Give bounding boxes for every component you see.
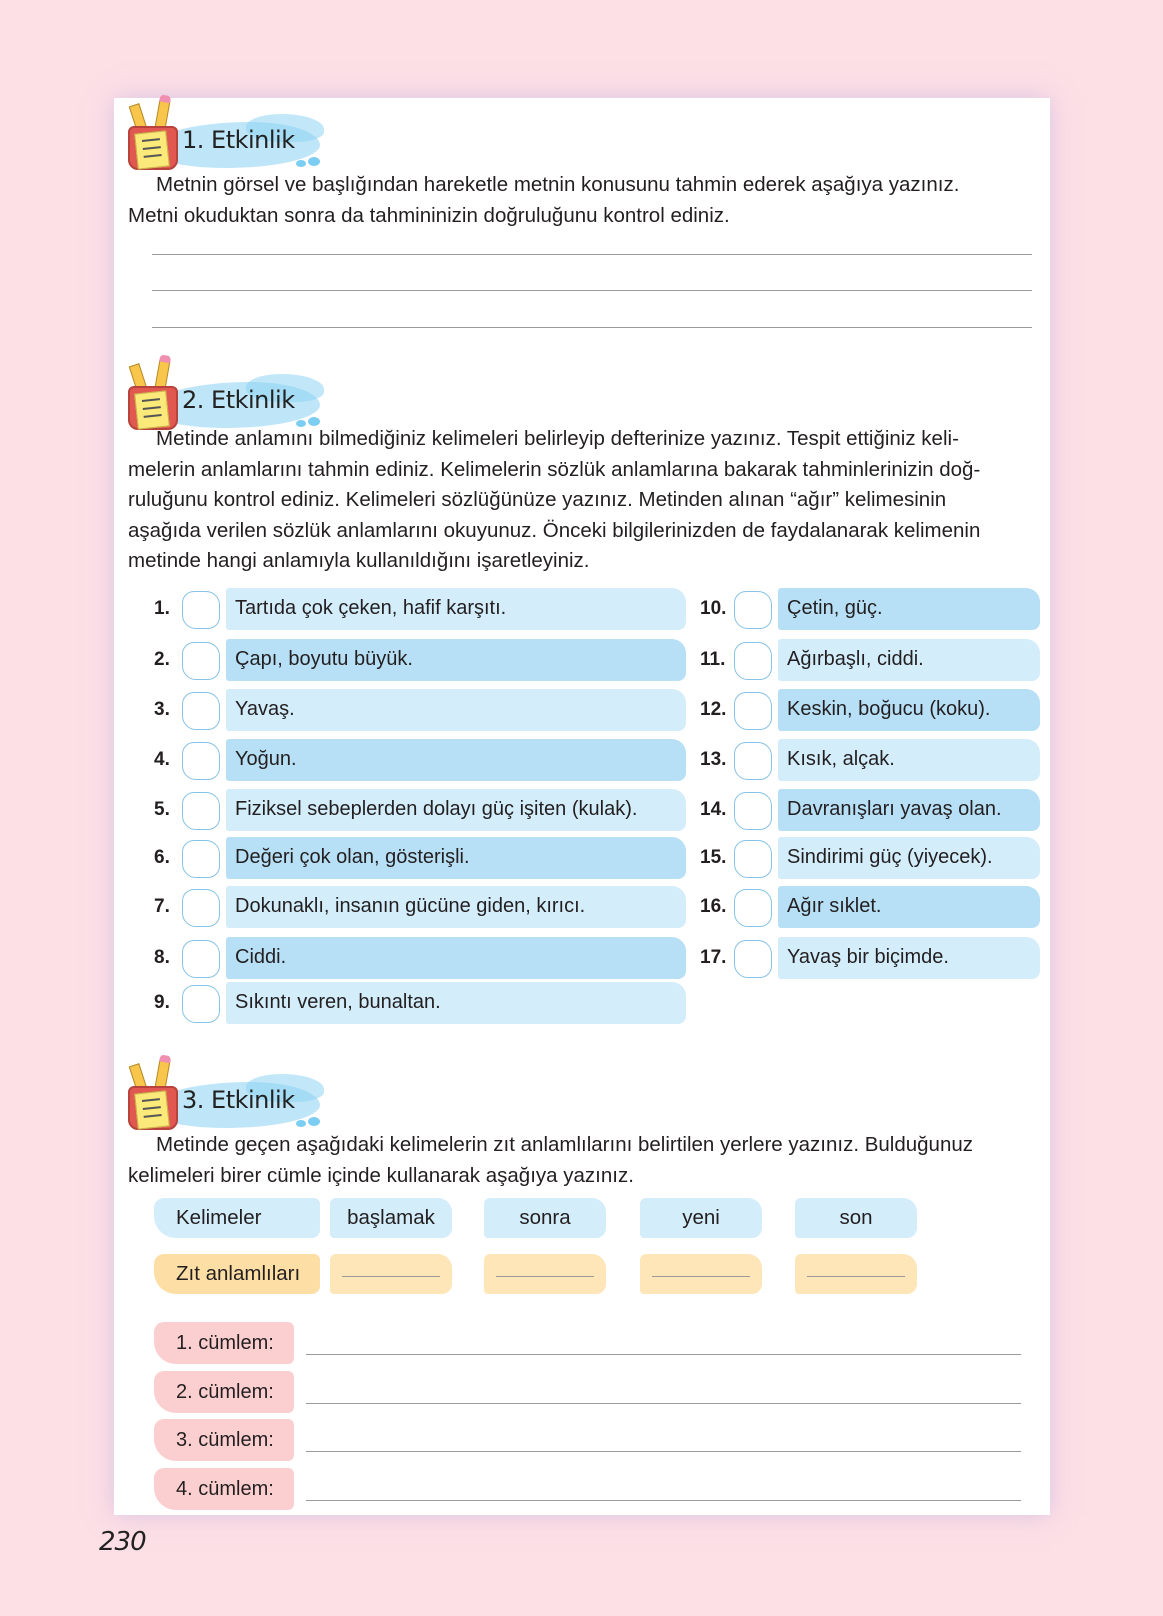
sentence-input[interactable]: [306, 1451, 1021, 1452]
option-checkbox[interactable]: [182, 985, 220, 1023]
option-number: 7.: [154, 896, 170, 917]
option-number: 5.: [154, 799, 170, 820]
instruction-text: metinde hangi anlamıyla kullanıldığını işaretleyiniz.: [128, 549, 590, 572]
option-checkbox[interactable]: [734, 692, 772, 730]
sentence-row-3: [154, 1419, 1034, 1459]
option-number: 1.: [154, 598, 170, 619]
option-checkbox[interactable]: [734, 792, 772, 830]
option-item[interactable]: [154, 689, 674, 731]
option-text: Ağırbaşlı, ciddi.: [778, 639, 1040, 681]
option-text: Sindirimi güç (yiyecek).: [778, 837, 1040, 879]
option-checkbox[interactable]: [734, 889, 772, 927]
option-text: Çapı, boyutu büyük.: [226, 639, 686, 681]
option-checkbox[interactable]: [734, 642, 772, 680]
instruction-text: ruluğunu kontrol ediniz. Kelimeleri sözlüğünüze yazınız. Metinden alınan “ağır” kelimesinin: [128, 488, 947, 511]
option-text: Kısık, alçak.: [778, 739, 1040, 781]
sentence-label: 3. cümlem:: [154, 1419, 294, 1461]
option-checkbox[interactable]: [734, 591, 772, 629]
option-item[interactable]: [700, 588, 1050, 630]
answer-line-2[interactable]: [152, 290, 1032, 291]
option-checkbox[interactable]: [182, 742, 220, 780]
option-text: Fiziksel sebeplerden dolayı güç işiten (kulak).: [226, 789, 686, 831]
word-cell: son: [795, 1198, 917, 1238]
option-checkbox[interactable]: [734, 940, 772, 978]
row-header-words: Kelimeler: [154, 1198, 320, 1238]
activity2-header: [126, 360, 326, 430]
option-checkbox[interactable]: [182, 889, 220, 927]
sentence-label: 4. cümlem:: [154, 1468, 294, 1510]
option-text: Keskin, boğucu (koku).: [778, 689, 1040, 731]
instruction-text: aşağıda verilen sözlük anlamlarını okuyunuz. Önceki bilgilerinizden de faydalanarak kelimenin: [128, 518, 981, 542]
option-number: 14.: [700, 799, 727, 820]
sentence-row-2: [154, 1371, 1034, 1411]
activity1-header: [126, 100, 326, 170]
antonym-input[interactable]: [484, 1254, 606, 1294]
antonym-input[interactable]: [640, 1254, 762, 1294]
sticky-note-icon: [134, 1090, 170, 1129]
option-number: 12.: [700, 699, 727, 720]
sentence-label: 1. cümlem:: [154, 1322, 294, 1364]
option-number: 9.: [154, 992, 170, 1013]
option-item[interactable]: [700, 937, 1050, 979]
option-number: 11.: [700, 649, 726, 670]
option-item[interactable]: [154, 982, 674, 1024]
activity3-instructions: [128, 1130, 1018, 1191]
option-text: Ağır sıklet.: [778, 886, 1040, 928]
option-text: Sıkıntı veren, bunaltan.: [226, 982, 686, 1024]
sentence-label: 2. cümlem:: [154, 1371, 294, 1413]
option-item[interactable]: [154, 886, 674, 928]
page-number: 230: [99, 1527, 146, 1557]
option-number: 17.: [700, 947, 727, 968]
activity2-instructions: [128, 424, 1018, 577]
instruction-text: Metinde geçen aşağıdaki kelimelerin zıt anlamlılarını belirtilen yerlere yazınız. Bulduğunuz: [156, 1133, 974, 1156]
option-checkbox[interactable]: [182, 642, 220, 680]
word-cell: yeni: [640, 1198, 762, 1238]
activity1-title: 1. Etkinlik: [182, 126, 295, 154]
instruction-text: Metni okuduktan sonra da tahmininizin doğruluğunu kontrol ediniz.: [128, 203, 730, 227]
activity3-title: 3. Etkinlik: [182, 1086, 295, 1114]
option-item[interactable]: [154, 789, 674, 831]
answer-line-3[interactable]: [152, 327, 1032, 328]
word-cell: sonra: [484, 1198, 606, 1238]
option-number: 8.: [154, 947, 170, 968]
option-item[interactable]: [700, 886, 1050, 928]
option-text: Değeri çok olan, gösterişli.: [226, 837, 686, 879]
option-checkbox[interactable]: [182, 840, 220, 878]
option-checkbox[interactable]: [734, 840, 772, 878]
option-item[interactable]: [700, 739, 1050, 781]
sentence-input[interactable]: [306, 1403, 1021, 1404]
option-item[interactable]: [154, 588, 674, 630]
option-checkbox[interactable]: [734, 742, 772, 780]
option-text: Yavaş bir biçimde.: [778, 937, 1040, 979]
option-item[interactable]: [700, 789, 1050, 831]
option-text: Ciddi.: [226, 937, 686, 979]
option-number: 15.: [700, 847, 727, 868]
activity1-instructions: [128, 170, 1018, 231]
option-item[interactable]: [700, 639, 1050, 681]
option-number: 6.: [154, 847, 170, 868]
activity3-header: [126, 1060, 326, 1130]
option-number: 13.: [700, 749, 727, 770]
option-checkbox[interactable]: [182, 940, 220, 978]
option-item[interactable]: [700, 689, 1050, 731]
option-number: 3.: [154, 699, 170, 720]
option-text: Yavaş.: [226, 689, 686, 731]
option-text: Yoğun.: [226, 739, 686, 781]
option-number: 10.: [700, 598, 727, 619]
option-item[interactable]: [154, 739, 674, 781]
option-item[interactable]: [700, 837, 1050, 879]
option-item[interactable]: [154, 837, 674, 879]
activity2-title: 2. Etkinlik: [182, 386, 295, 414]
option-item[interactable]: [154, 639, 674, 681]
option-text: Davranışları yavaş olan.: [778, 789, 1040, 831]
sentence-row-4: [154, 1468, 1034, 1508]
option-number: 16.: [700, 896, 727, 917]
row-header-antonyms: Zıt anlamlıları: [154, 1254, 320, 1294]
instruction-text: melerin anlamlarını tahmin ediniz. Kelimelerin sözlük anlamlarına bakarak tahminlerinizin doğ-: [128, 457, 981, 481]
option-text: Tartıda çok çeken, hafif karşıtı.: [226, 588, 686, 630]
option-number: 2.: [154, 649, 170, 670]
instruction-text: Metnin görsel ve başlığından hareketle metnin konusunu tahmin ederek aşağıya yazınız.: [156, 173, 960, 196]
option-item[interactable]: [154, 937, 674, 979]
worksheet-page: [114, 98, 1050, 1515]
sticky-note-icon: [134, 130, 170, 169]
option-number: 4.: [154, 749, 170, 770]
option-text: Dokunaklı, insanın gücüne giden, kırıcı.: [226, 886, 686, 928]
option-checkbox[interactable]: [182, 692, 220, 730]
option-checkbox[interactable]: [182, 792, 220, 830]
sentence-input[interactable]: [306, 1500, 1021, 1501]
answer-line-1[interactable]: [152, 254, 1032, 255]
instruction-text: kelimeleri birer cümle içinde kullanarak aşağıya yazınız.: [128, 1163, 634, 1187]
instruction-text: Metinde anlamını bilmediğiniz kelimeleri belirleyip defterinize yazınız. Tespit ettiğiniz keli-: [156, 427, 959, 450]
option-text: Çetin, güç.: [778, 588, 1040, 630]
word-cell: başlamak: [330, 1198, 452, 1238]
sentence-row-1: [154, 1322, 1034, 1362]
option-checkbox[interactable]: [182, 591, 220, 629]
antonym-input[interactable]: [330, 1254, 452, 1294]
sentence-input[interactable]: [306, 1354, 1021, 1355]
antonym-input[interactable]: [795, 1254, 917, 1294]
